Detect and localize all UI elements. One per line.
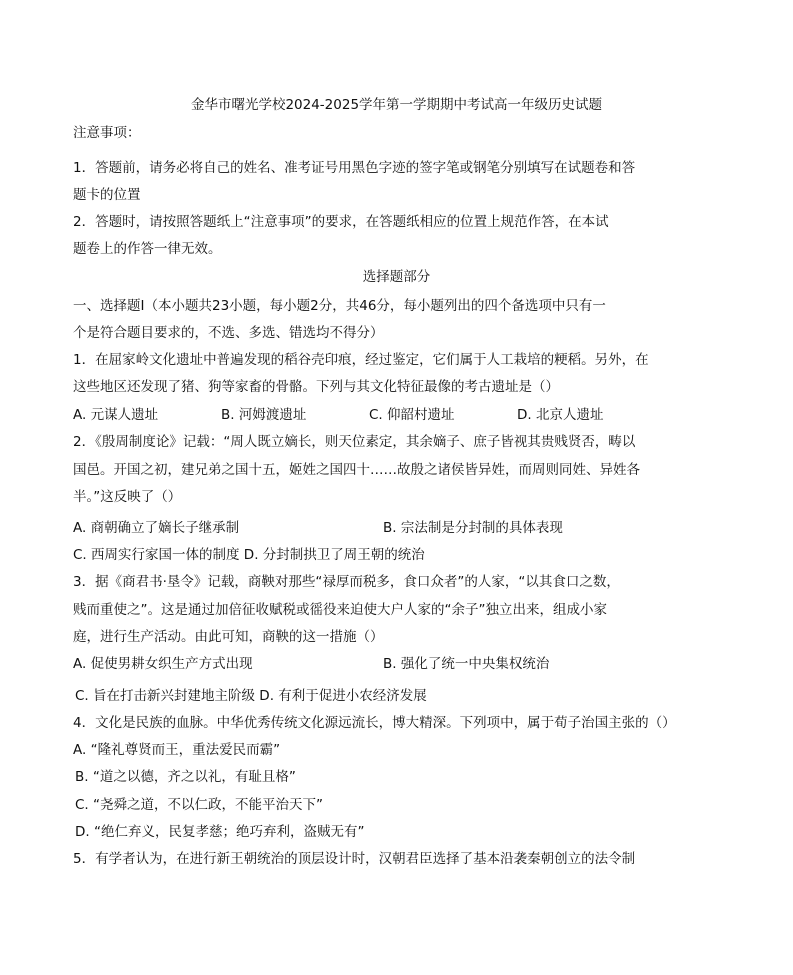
q2-options-c-d: C. 西周实行家国一体的制度 D. 分封制拱卫了周王朝的统治 (73, 547, 425, 563)
q1-option-d: D. 北京人遗址 (517, 407, 604, 423)
q4-stem-line-1: 4．文化是民族的血脉。中华优秀传统文化源远流长，博大精深。下列项中，属于荀子治国主张的（） (73, 715, 676, 731)
q4-option-a: A. “隆礼尊贤而王，重法爱民而霸” (73, 742, 281, 758)
q2-stem-line-2: 国邑。开国之初，建兄弟之国十五，姬姓之国四十……故殷之诸侯皆异姓，而周则同姓、异姓各 (73, 462, 640, 478)
notice-heading: 注意事项： (73, 125, 141, 141)
q4-option-d: D. “绝仁弃义，民复孝慈；绝巧弃利，盗贼无有” (75, 824, 365, 840)
q1-option-c: C. 仰韶村遗址 (369, 407, 455, 423)
section-title: 选择题部分 (362, 269, 431, 285)
notice-item-1-line-1: 1．答题前，请务必将自己的姓名、准考证号用黑色字迹的签字笔或钢笔分别填写在试题卷和答 (73, 160, 636, 176)
part1-instructions-line-2: 个是符合题目要求的，不选、多选、错选均不得分） (73, 325, 384, 341)
q2-stem-line-3: 半。”这反映了（） (73, 489, 182, 505)
notice-item-2-line-1: 2．答题时，请按照答题纸上“注意事项”的要求，在答题纸相应的位置上规范作答，在本试 (73, 214, 609, 230)
q2-option-b: B. 宗法制是分封制的具体表现 (383, 520, 563, 536)
q3-options-c-d: C. 旨在打击新兴封建地主阶级 D. 有利于促进小农经济发展 (75, 688, 427, 704)
q4-option-c: C. “尧舜之道，不以仁政，不能平治天下” (75, 797, 323, 813)
notice-item-2-line-2: 题卷上的作答一律无效。 (73, 241, 222, 257)
q1-stem-line-2: 这些地区还发现了猪、狗等家畜的骨骼。下列与其文化特征最像的考古遗址是（） (73, 379, 559, 395)
q3-stem-line-3: 庭，进行生产活动。由此可知，商鞅的这一措施（） (73, 629, 384, 645)
q5-stem-line-1: 5．有学者认为，在进行新王朝统治的顶层设计时，汉朝君臣选择了基本沿袭秦朝创立的法令制 (73, 851, 636, 867)
q1-stem-line-1: 1．在屈家岭文化遗址中普遍发现的稻谷壳印痕，经过鉴定，它们属于人工栽培的粳稻。另外，在 (73, 352, 649, 368)
part1-instructions-line-1: 一、选择题I（本小题共23小题，每小题2分，共46分，每小题列出的四个备选项中只有一 (73, 298, 606, 314)
notice-item-1-line-2: 题卡的位置 (73, 187, 141, 203)
q1-option-b: B. 河姆渡遗址 (221, 407, 307, 423)
q3-option-a: A. 促使男耕女织生产方式出现 (73, 656, 253, 672)
q3-option-b: B. 强化了统一中央集权统治 (383, 656, 550, 672)
q2-stem-line-1: 2．《殷周制度论》记载：“周人既立嫡长，则天位素定，其余嫡子、庶子皆视其贵贱贤否，畴以 (73, 434, 636, 450)
q3-stem-line-2: 贱而重使之”。这是通过加倍征收赋税或徭役来迫使大户人家的“余子”独立出来，组成小家 (73, 602, 607, 618)
q1-option-a: A. 元谋人遗址 (73, 407, 159, 423)
q2-option-a: A. 商朝确立了嫡长子继承制 (73, 520, 240, 536)
q3-stem-line-1: 3．据《商君书·垦令》记载，商鞅对那些“禄厚而税多，食口众者”的人家，“以其食口之数， (73, 574, 620, 590)
q4-option-b: B. “道之以德，齐之以礼，有耻且格” (75, 769, 296, 785)
exam-title: 金华市曙光学校2024-2025学年第一学期期中考试高一年级历史试题 (190, 97, 603, 113)
